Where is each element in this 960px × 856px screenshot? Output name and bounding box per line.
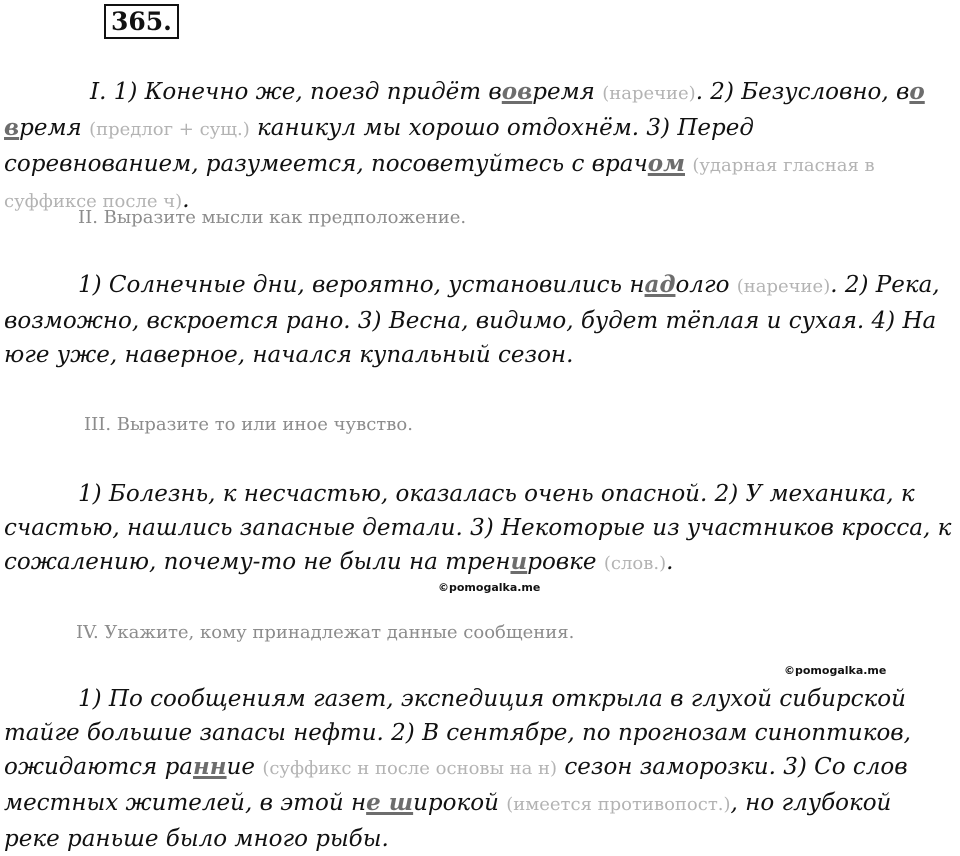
section-4-title: IV. Укажите, кому принадлежат данные сообщения. [76, 622, 575, 643]
grammar-note: (ударная гласная в суффиксе после ч) [4, 155, 875, 212]
text-fragment: 1) По сообщениям газет, экспедиция открыла в глухой сибирской тайге большие запасы нефти. 2) В сентябре, по прогнозам синоптиков, ожидаются ра [4, 686, 911, 780]
highlighted-letters: в [4, 114, 20, 141]
text-fragment: , но глубокой реке раньше было много рыбы. [4, 790, 892, 852]
text-fragment: олго [675, 272, 730, 298]
grammar-note: (наречие) [736, 276, 831, 297]
highlighted-letters: и [510, 548, 528, 575]
text-fragment: ие [226, 754, 255, 780]
paragraph-part-2 [4, 268, 954, 372]
text-fragment: . [182, 187, 190, 213]
text-fragment: сезон заморозки. 3) Со слов местных жителей, в этой н [4, 754, 908, 816]
paragraph-part-1 [4, 75, 954, 219]
paragraph-part-4 [4, 682, 954, 856]
highlighted-letters: ов [501, 78, 533, 105]
text-fragment: ровке [527, 549, 597, 575]
text-fragment: I. 1) Конечно же, поезд придёт в [90, 79, 502, 105]
highlighted-letters: ом [647, 150, 685, 177]
exercise-number: 365. [104, 4, 179, 39]
text-fragment: . [666, 549, 674, 575]
section-2-title: II. Выразите мысли как предположение. [78, 207, 467, 228]
highlighted-letters: ад [644, 271, 676, 298]
text-fragment: ремя [19, 115, 82, 141]
section-3-title: III. Выразите то или иное чувство. [84, 414, 413, 435]
text-fragment: ирокой [413, 790, 499, 816]
grammar-note: (слов.) [603, 553, 667, 574]
text-fragment: каникул мы хорошо отдохнём. 3) Перед соревнованием, разумеется, посоветуйтесь с врач [4, 115, 754, 177]
text-fragment: . 2) Безусловно, в [695, 79, 910, 105]
watermark: ©pomogalka.me [438, 581, 541, 594]
highlighted-letters: о [909, 78, 925, 105]
text-fragment: ремя [532, 79, 595, 105]
highlighted-letters: е ш [366, 789, 414, 816]
grammar-note: (наречие) [602, 83, 696, 104]
watermark: ©pomogalka.me [784, 664, 887, 677]
grammar-note: (имеется противопост.) [506, 794, 731, 815]
grammar-note: (предлог + сущ.) [89, 119, 250, 140]
text-fragment: 1) Солнечные дни, вероятно, установились н [78, 272, 645, 298]
text-fragment: 1) Болезнь, к несчастью, оказалась очень опасной. 2) У механика, к счастью, нашлись запасные детали. 3) Некоторые из участников кросса, к сожалению, почему-то не были на трен [4, 481, 952, 575]
paragraph-part-3 [4, 477, 954, 581]
highlighted-letters: нн [193, 753, 227, 780]
grammar-note: (суффикс н после основы на н) [262, 758, 558, 779]
text-fragment: . 2) Река, возможно, вскроется рано. 3) Весна, видимо, будет тёплая и сухая. 4) На юге уже, наверное, начался купальный сезон. [4, 272, 940, 368]
